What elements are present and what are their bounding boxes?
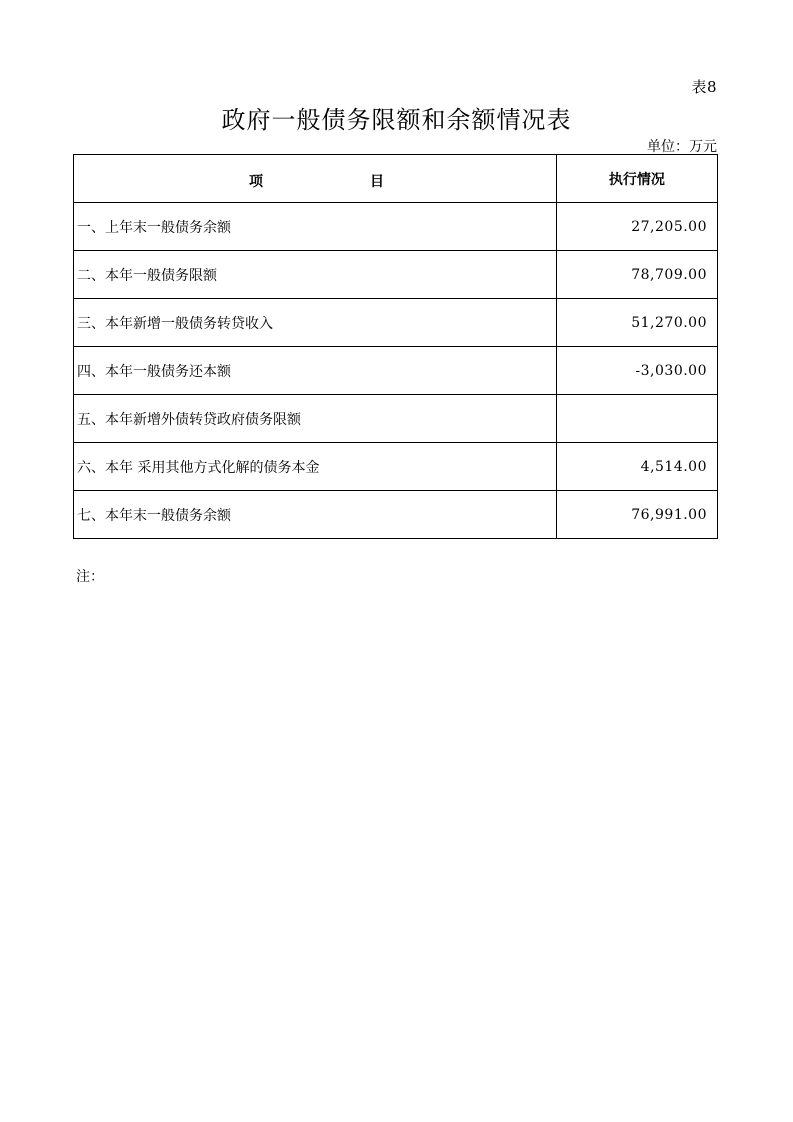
row-label: 三、本年新增一般债务转贷收入	[74, 299, 557, 347]
table-row	[74, 347, 718, 395]
note-label: 注：	[76, 569, 104, 585]
row-value: 27,205.00	[556, 203, 717, 251]
row-value	[556, 395, 717, 443]
row-value: 76,991.00	[556, 491, 717, 539]
column-header-item-part2: 目	[370, 174, 384, 190]
unit-label: 单位：万元	[647, 139, 717, 155]
table-row	[74, 251, 718, 299]
table-row	[74, 203, 718, 251]
table-row	[74, 395, 718, 443]
row-label: 一、上年末一般债务余额	[74, 203, 557, 251]
row-label: 七、本年末一般债务余额	[74, 491, 557, 539]
row-label: 六、本年 采用其他方式化解的债务本金	[74, 443, 557, 491]
row-label: 二、本年一般债务限额	[74, 251, 557, 299]
debt-table	[73, 154, 718, 539]
table-row	[74, 491, 718, 539]
row-value: 78,709.00	[556, 251, 717, 299]
row-value: 51,270.00	[556, 299, 717, 347]
table-row	[74, 299, 718, 347]
column-header-value: 执行情况	[556, 155, 717, 203]
row-label: 四、本年一般债务还本额	[74, 347, 557, 395]
row-value: 4,514.00	[556, 443, 717, 491]
column-header-item	[74, 155, 557, 203]
row-label: 五、本年新增外债转贷政府债务限额	[74, 395, 557, 443]
table-row	[74, 443, 718, 491]
page-title: 政府一般债务限额和余额情况表	[221, 106, 572, 134]
row-value: -3,030.00	[556, 347, 717, 395]
table-header-row	[74, 155, 718, 203]
column-header-item-part1: 项	[249, 174, 263, 190]
table-number: 表8	[691, 78, 717, 96]
